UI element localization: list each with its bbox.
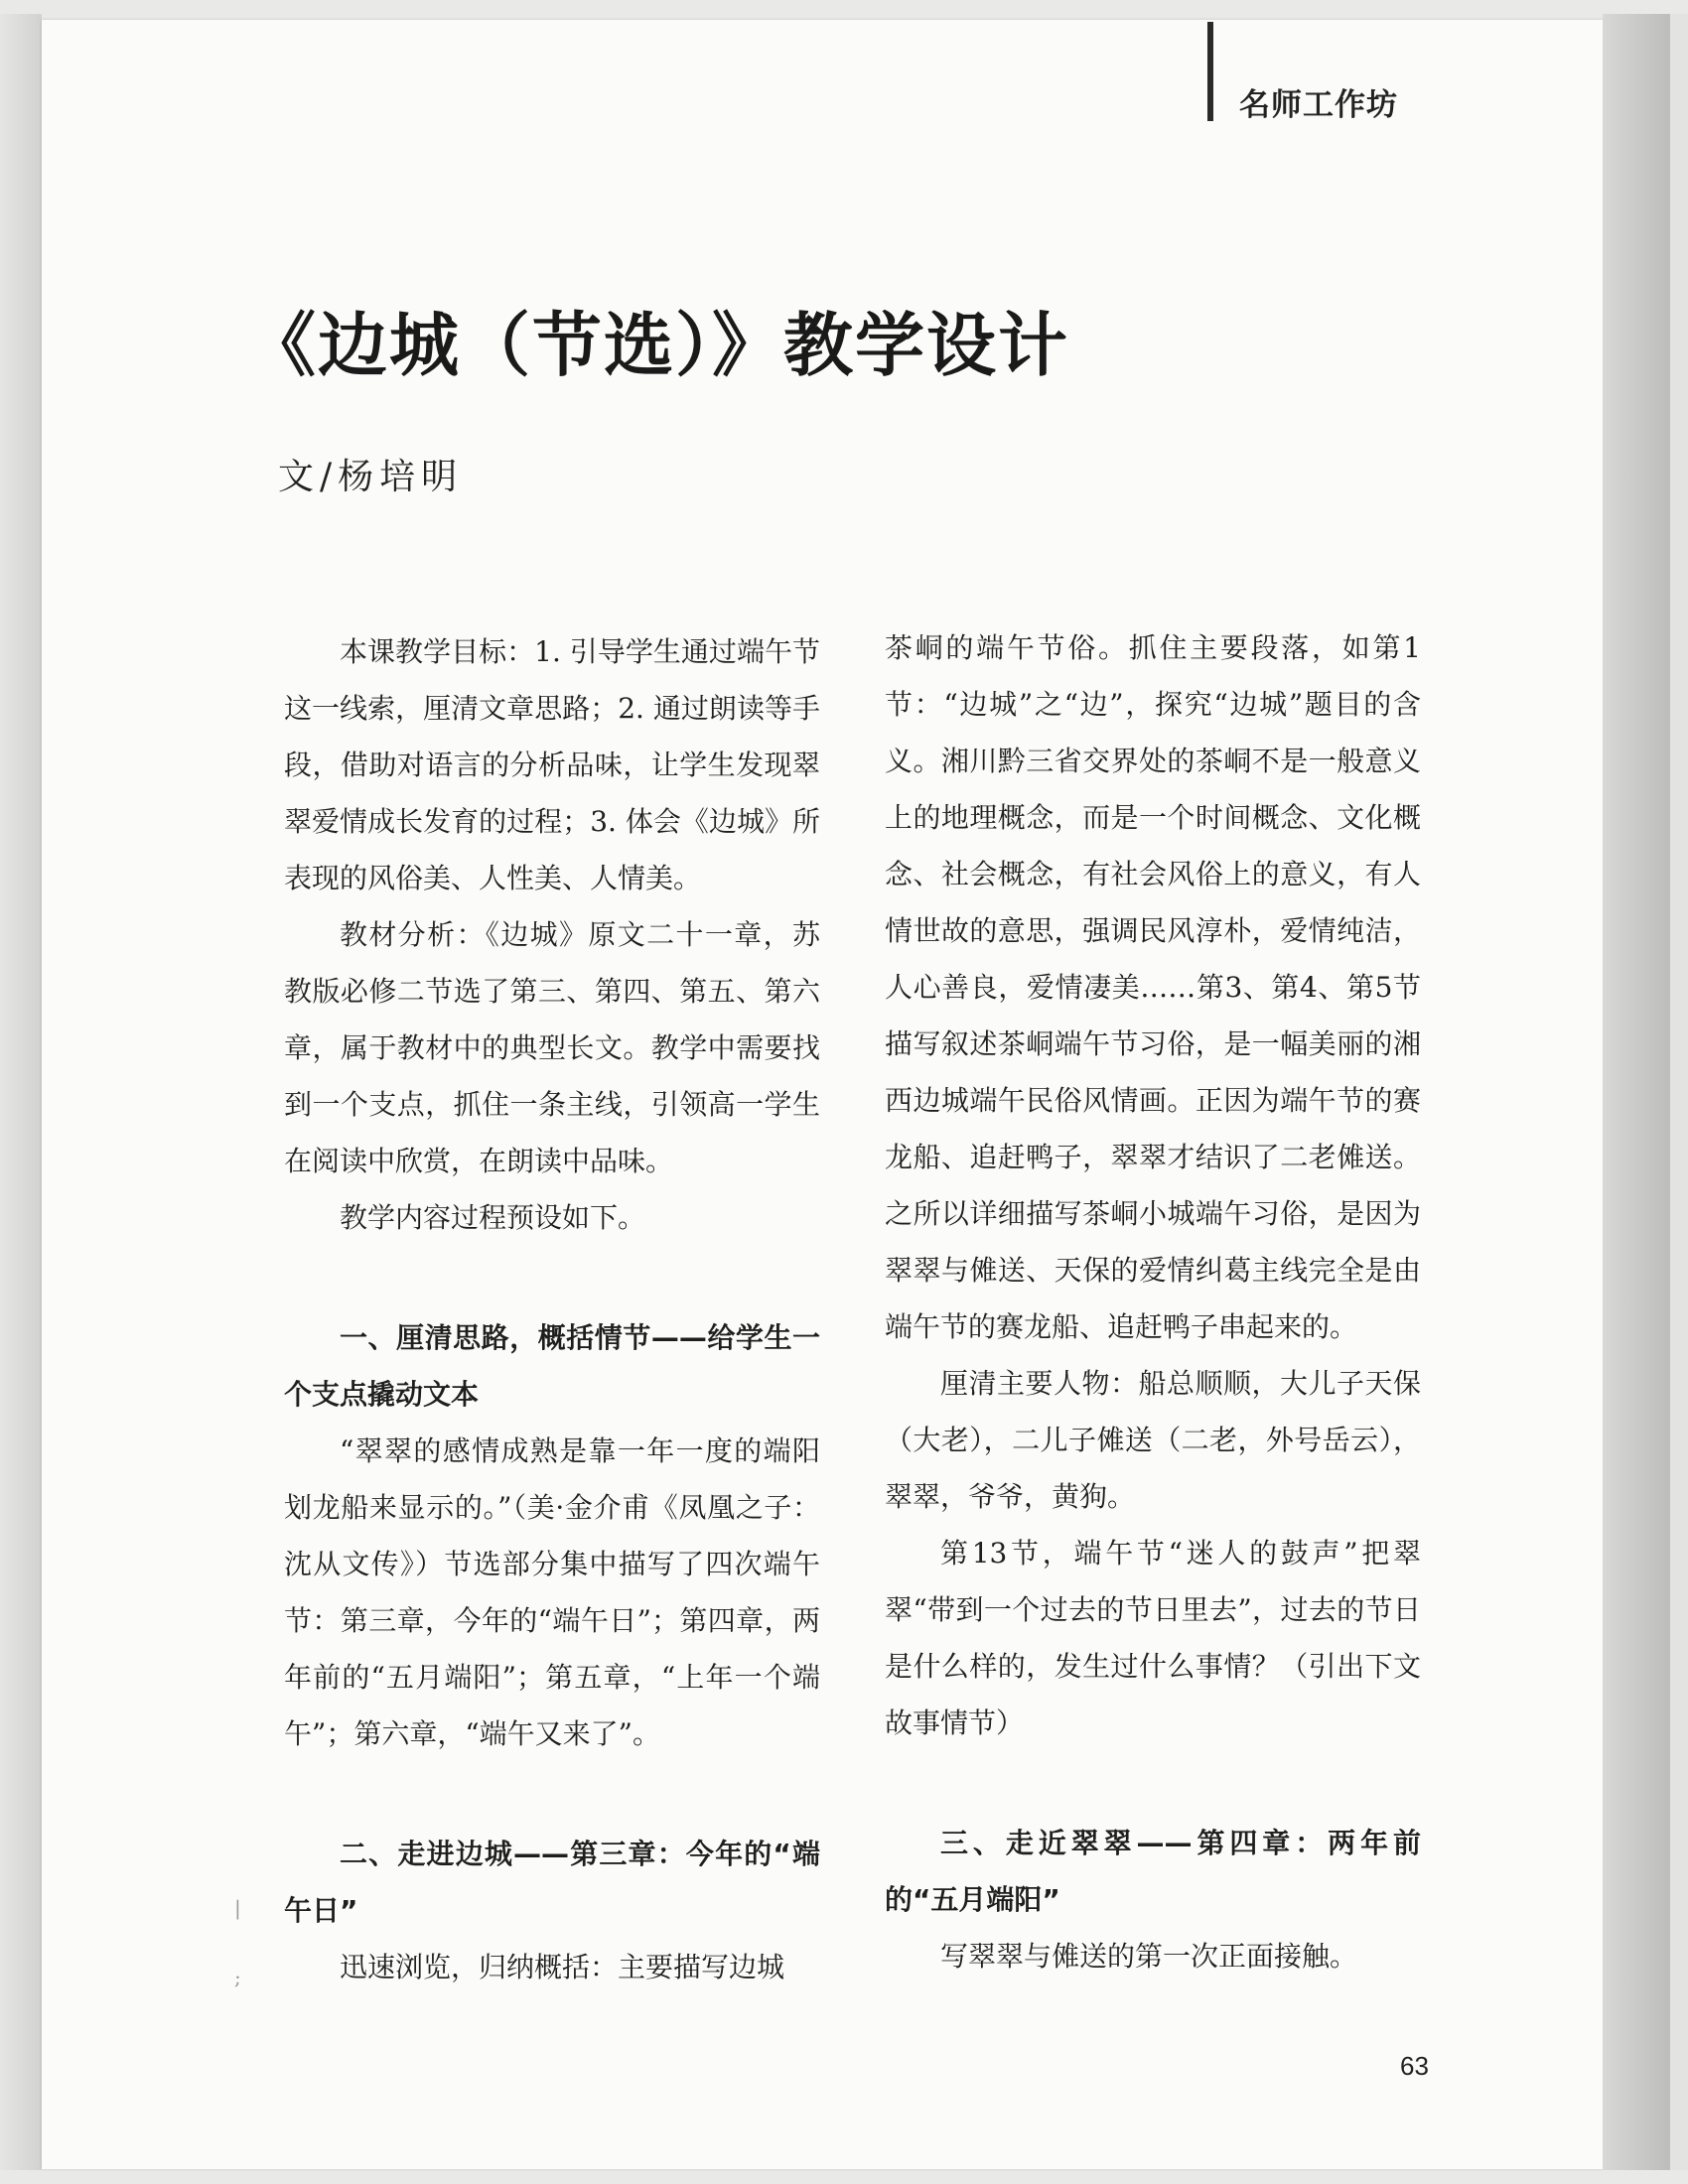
book-spine (1603, 14, 1670, 2170)
left-column (284, 623, 820, 1995)
paragraph-continued: 茶峒的端午节俗。抓住主要段落，如第1节：“边城”之“边”，探究“边城”题目的含义。湘川黔三省交界处的茶峒不是一般意义上的地理概念，而是一个时间概念、文化概念、社会概念，有社会风俗上的意义，有人情世故的意思，强调民风淳朴，爱情纯洁，人心善良，爱情凄美……第3、第4、第5节描写叙述茶峒端午节习俗，是一幅美丽的湘西边城端午民俗风情画。正因为端午节的赛龙船、追赶鸭子，翠翠才结识了二老傩送。之所以详细描写茶峒小城端午习俗，是因为翠翠与傩送、天保的爱情纠葛主线完全是由端午节的赛龙船、追赶鸭子串起来的。 (885, 631, 1421, 1343)
paragraph-process-intro: 教学内容过程预设如下。 (340, 1201, 646, 1234)
heading-section-3: 三、走近翠翠——第四章：两年前的“五月端阳” (885, 1827, 1421, 1916)
section-header: 名师工作坊 (1239, 87, 1398, 123)
article-byline: 文/杨培明 (278, 457, 464, 497)
heading-section-2: 二、走进边城——第三章：今年的“端午日” (284, 1838, 820, 1927)
book-spine-edge (1670, 14, 1688, 2170)
header-bar (1207, 22, 1213, 121)
paragraph-material-analysis: 教材分析：《边城》原文二十一章，苏教版必修二节选了第三、第四、第五、第六章，属于教材中的典型长文。教学中需要找到一个支点，抓住一条主线，引领高一学生在阅读中欣赏，在朗读中品味。 (284, 918, 820, 1177)
paragraph-section-3: 写翠翠与傩送的第一次正面接触。 (940, 1940, 1358, 1973)
article-title: 《边城（节选）》教学设计 (246, 305, 1069, 386)
spacer (284, 1246, 820, 1309)
spacer (284, 1762, 820, 1826)
paragraph-characters: 厘清主要人物：船总顺顺，大儿子天保（大老），二儿子傩送（二老，外号岳云），翠翠，爷爷，黄狗。 (885, 1367, 1421, 1513)
paragraph-section-1: “翠翠的感情成熟是靠一年一度的端阳划龙船来显示的。”（美·金介甫《凤凰之子：沈从文传》）节选部分集中描写了四次端午节：第三章，今年的“端午日”；第四章，两年前的“五月端阳”；第五章，“上年一个端午”；第六章，“端午又来了”。 (284, 1434, 820, 1750)
page-left-edge (0, 14, 42, 2170)
spacer (885, 1751, 1421, 1815)
right-column (885, 619, 1421, 1984)
paragraph-section-2: 迅速浏览，归纳概括：主要描写边城 (340, 1951, 785, 1983)
paragraph-objectives: 本课教学目标：1. 引导学生通过端午节这一线索，厘清文章思路；2. 通过朗读等手段，借助对语言的分析品味，让学生发现翠翠爱情成长发育的过程；3. 体会《边城》所表现的风俗美、人性美、人情美。 (284, 635, 820, 894)
scan-mark: | (234, 1896, 241, 1920)
scan-mark: ; (234, 1966, 241, 1989)
paragraph-section-13: 第13节，端午节“迷人的鼓声”把翠翠“带到一个过去的节日里去”，过去的节日是什么样的，发生过什么事情？（引出下文故事情节） (885, 1537, 1421, 1739)
page-number: 63 (1400, 2051, 1429, 2081)
heading-section-1: 一、厘清思路，概括情节——给学生一个支点撬动文本 (284, 1321, 820, 1411)
